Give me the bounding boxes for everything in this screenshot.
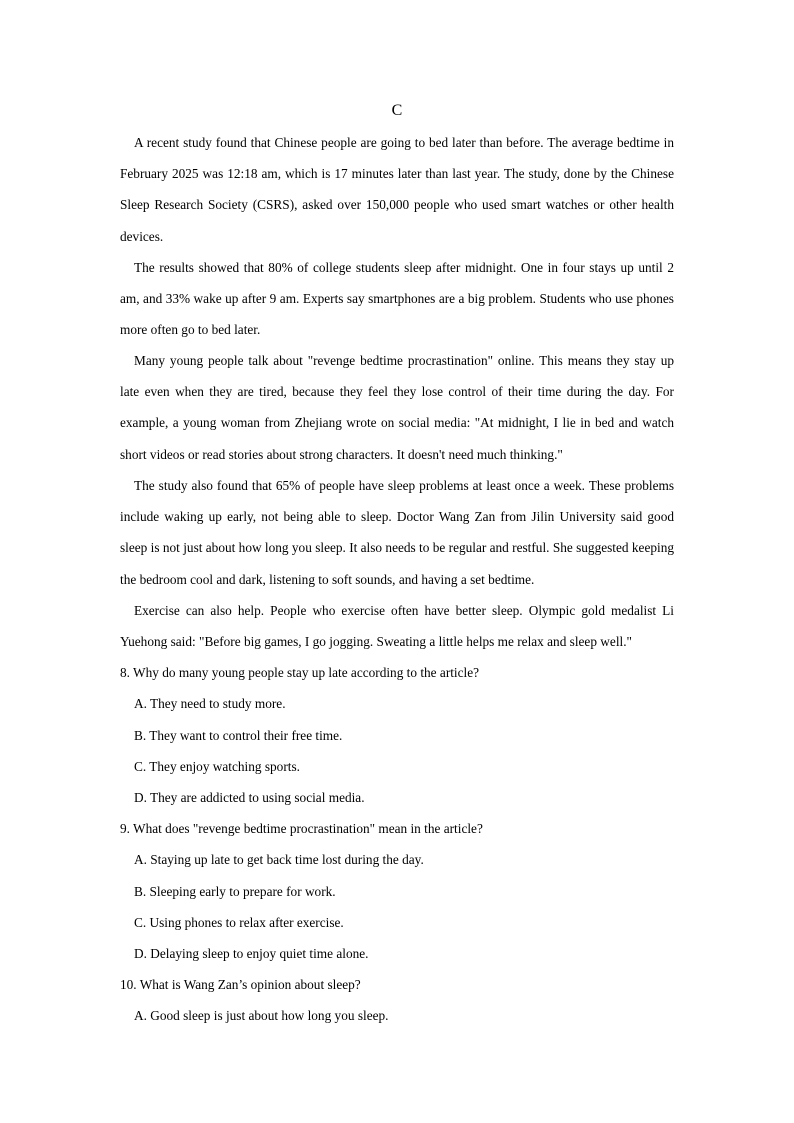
question-10-option-a: A. Good sleep is just about how long you sleep.: [134, 1008, 389, 1023]
question-8-stem: 8. Why do many young people stay up late according to the article?: [120, 665, 480, 680]
question-10-stem: 10. What is Wang Zan’s opinion about sleep?: [120, 977, 361, 992]
question-9-option-b: B. Sleeping early to prepare for work.: [134, 884, 336, 899]
paragraph-2: The results showed that 80% of college students sleep after midnight. One in four stays up until 2 am, and 33% wake up after 9 am. Experts say smartphones are a big problem. Students who use phones more often go to bed later.: [120, 260, 674, 338]
question-9-option-c: C. Using phones to relax after exercise.: [134, 915, 344, 930]
question-9-stem: 9. What does "revenge bedtime procrastination" mean in the article?: [120, 821, 483, 836]
paragraph-3: Many young people talk about "revenge bedtime procrastination" online. This means they stay up late even when they are tired, because they feel they lose control of their time during the day. For example, a young woman from Zhejiang wrote on social media: "At midnight, I lie in bed and watch short videos or read stories about strong characters. It doesn't need much thinking.": [120, 353, 674, 462]
paragraph-4: The study also found that 65% of people have sleep problems at least once a week. These problems include waking up early, not being able to sleep. Doctor Wang Zan from Jilin University said good sleep is not just about how long you sleep. It also needs to be regular and restful. She suggested keeping the bedroom cool and dark, listening to soft sounds, and having a set bedtime.: [120, 478, 674, 587]
question-9-option-d: D. Delaying sleep to enjoy quiet time alone.: [134, 946, 369, 961]
question-8-option-b: B. They want to control their free time.: [134, 728, 343, 743]
paragraph-1: A recent study found that Chinese people are going to bed later than before. The average bedtime in February 2025 was 12:18 am, which is 17 minutes later than last year. The study, done by the Chinese Sleep Research Society (CSRS), asked over 150,000 people who used smart watches or other health devices.: [120, 135, 674, 244]
question-8-option-d: D. They are addicted to using social media.: [134, 790, 365, 805]
question-9-option-a: A. Staying up late to get back time lost during the day.: [134, 852, 424, 867]
section-title: C: [391, 102, 403, 119]
question-8-option-c: C. They enjoy watching sports.: [134, 759, 300, 774]
question-8-option-a: A. They need to study more.: [134, 696, 286, 711]
paragraph-5: Exercise can also help. People who exercise often have better sleep. Olympic gold medalist Li Yuehong said: "Before big games, I go jogging. Sweating a little helps me relax and sleep well.": [120, 603, 674, 650]
